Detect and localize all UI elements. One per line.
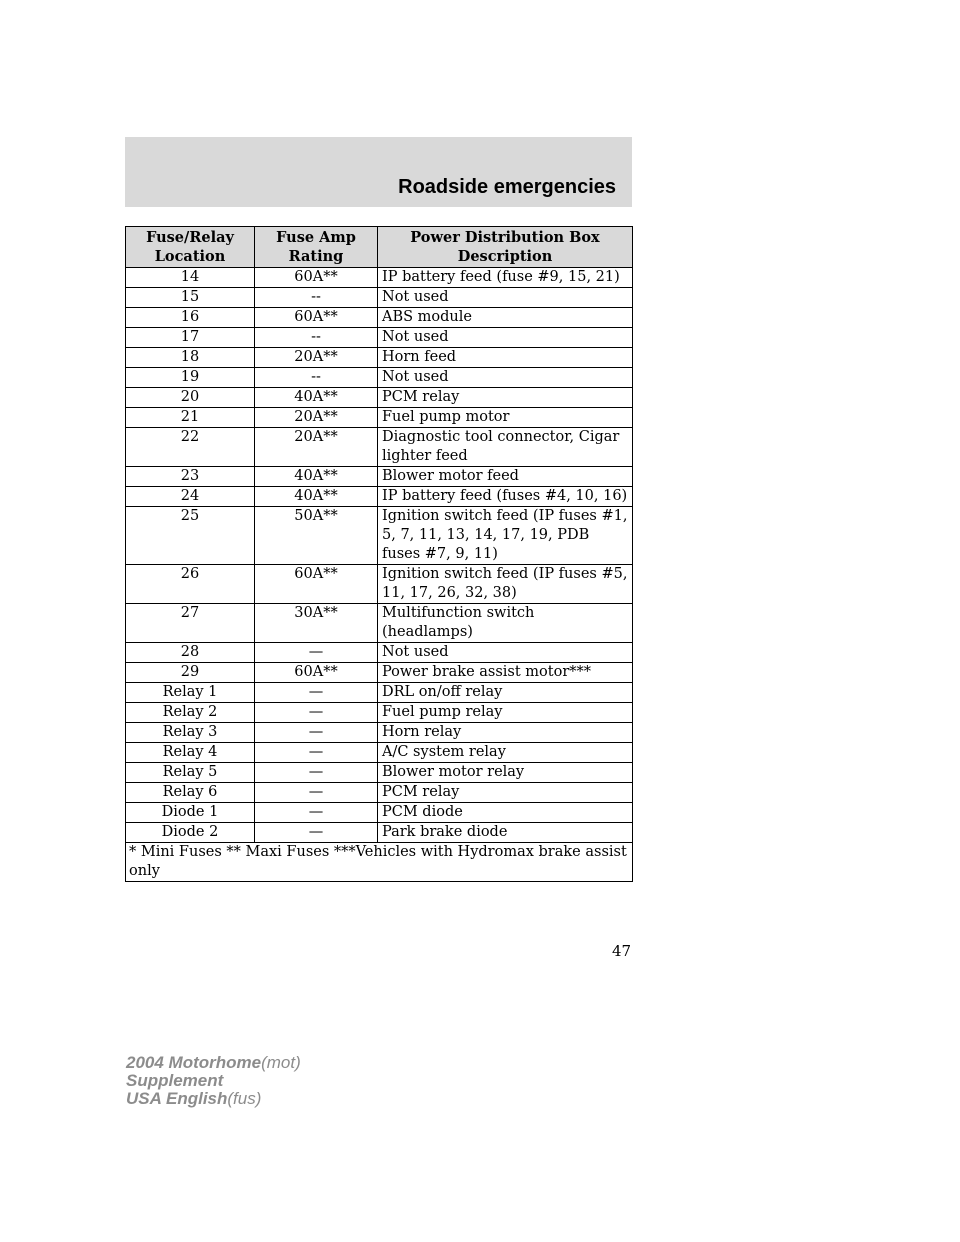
document-footer [126,1054,301,1108]
fuse-location-cell: 16 [126,308,255,328]
fuse-location-cell: Relay 4 [126,743,255,763]
fuse-location-cell: Relay 2 [126,703,255,723]
table-row [126,803,633,823]
fuse-location-cell: 15 [126,288,255,308]
fuse-rating-cell: 60A** [255,268,378,288]
fuse-location-cell: 20 [126,388,255,408]
fuse-location-cell: 14 [126,268,255,288]
fuse-description-cell: PCM diode [378,803,633,823]
table-row [126,368,633,388]
fuse-description-cell: Not used [378,328,633,348]
fuse-description-cell: Blower motor feed [378,467,633,487]
footer-line-2 [126,1072,301,1090]
fuse-rating-cell: 20A** [255,408,378,428]
table-row [126,487,633,507]
fuse-description-cell: IP battery feed (fuses #4, 10, 16) [378,487,633,507]
fuse-description-cell: DRL on/off relay [378,683,633,703]
table-row [126,723,633,743]
fuse-rating-cell: -- [255,328,378,348]
fuse-location-cell: 17 [126,328,255,348]
fuse-rating-cell: — [255,723,378,743]
fuse-table [125,226,633,882]
section-header-bar [125,137,632,207]
fuse-description-cell: Power brake assist motor*** [378,663,633,683]
fuse-rating-cell: 40A** [255,487,378,507]
table-row [126,565,633,604]
fuse-location-cell: 22 [126,428,255,467]
fuse-description-cell: Not used [378,368,633,388]
fuse-location-cell: Relay 6 [126,783,255,803]
fuse-location-cell: 19 [126,368,255,388]
fuse-rating-cell: 50A** [255,507,378,565]
fuse-description-cell: Horn relay [378,723,633,743]
fuse-location-cell: 27 [126,604,255,643]
fuse-location-cell: 21 [126,408,255,428]
table-row [126,308,633,328]
fuse-rating-cell: -- [255,368,378,388]
fuse-description-cell: Fuel pump relay [378,703,633,723]
fuse-location-cell: 25 [126,507,255,565]
footer-vehicle: 2004 Motorhome [126,1053,262,1072]
table-row [126,663,633,683]
fuse-description-cell: Park brake diode [378,823,633,843]
table-row [126,703,633,723]
fuse-location-cell: 18 [126,348,255,368]
fuse-description-cell: IP battery feed (fuse #9, 15, 21) [378,268,633,288]
fuse-rating-cell: -- [255,288,378,308]
fuse-rating-cell: 40A** [255,467,378,487]
fuse-rating-cell: — [255,743,378,763]
page-number: 47 [612,942,632,960]
fuse-rating-cell: 60A** [255,663,378,683]
fuse-rating-cell: — [255,763,378,783]
fuse-rating-cell: — [255,683,378,703]
fuse-rating-cell: — [255,803,378,823]
table-row [126,604,633,643]
table-row [126,328,633,348]
fuse-description-cell: PCM relay [378,388,633,408]
table-row [126,507,633,565]
column-header-rating: Fuse Amp Rating [255,227,378,268]
fuse-description-cell: ABS module [378,308,633,328]
table-row [126,348,633,368]
fuse-location-cell: 23 [126,467,255,487]
fuse-location-cell: 26 [126,565,255,604]
fuse-description-cell: A/C system relay [378,743,633,763]
table-footnote-row [126,843,633,882]
section-title: Roadside emergencies [398,176,616,198]
column-header-location: Fuse/Relay Location [126,227,255,268]
table-row [126,388,633,408]
fuse-location-cell: 28 [126,643,255,663]
fuse-location-cell: Diode 1 [126,803,255,823]
footer-line-3 [126,1090,301,1108]
fuse-description-cell: Ignition switch feed (IP fuses #1, 5, 7, 11, 13, 14, 17, 19, PDB fuses #7, 9, 11) [378,507,633,565]
fuse-rating-cell: — [255,703,378,723]
table-header-row [126,227,633,268]
fuse-description-cell: Not used [378,288,633,308]
fuse-rating-cell: 30A** [255,604,378,643]
fuse-description-cell: PCM relay [378,783,633,803]
table-row [126,743,633,763]
fuse-rating-cell: — [255,643,378,663]
fuse-rating-cell: — [255,823,378,843]
fuse-description-cell: Ignition switch feed (IP fuses #5, 11, 17, 26, 32, 38) [378,565,633,604]
table-row [126,408,633,428]
table-row [126,783,633,803]
fuse-location-cell: 29 [126,663,255,683]
table-row [126,763,633,783]
table-row [126,288,633,308]
fuse-location-cell: 24 [126,487,255,507]
table-row [126,428,633,467]
table-body [126,268,633,843]
footer-language: USA English [126,1089,228,1108]
fuse-rating-cell: 40A** [255,388,378,408]
footer-supplement: Supplement [126,1071,224,1090]
table-row [126,823,633,843]
fuse-description-cell: Multifunction switch (headlamps) [378,604,633,643]
table-row [126,268,633,288]
fuse-rating-cell: 20A** [255,428,378,467]
footer-vehicle-code: (mot) [261,1053,301,1072]
fuse-location-cell: Relay 1 [126,683,255,703]
column-header-description: Power Distribution Box Description [378,227,633,268]
footer-line-1 [126,1054,301,1072]
fuse-description-cell: Blower motor relay [378,763,633,783]
table-footnote: * Mini Fuses ** Maxi Fuses ***Vehicles with Hydromax brake assist only [126,843,633,882]
table-row [126,643,633,663]
footer-language-code: (fus) [227,1089,262,1108]
fuse-location-cell: Diode 2 [126,823,255,843]
fuse-rating-cell: 60A** [255,565,378,604]
fuse-location-cell: Relay 5 [126,763,255,783]
fuse-rating-cell: 60A** [255,308,378,328]
fuse-description-cell: Not used [378,643,633,663]
fuse-location-cell: Relay 3 [126,723,255,743]
table-row [126,683,633,703]
fuse-description-cell: Horn feed [378,348,633,368]
fuse-description-cell: Diagnostic tool connector, Cigar lighter feed [378,428,633,467]
table-row [126,467,633,487]
fuse-rating-cell: — [255,783,378,803]
fuse-description-cell: Fuel pump motor [378,408,633,428]
fuse-rating-cell: 20A** [255,348,378,368]
